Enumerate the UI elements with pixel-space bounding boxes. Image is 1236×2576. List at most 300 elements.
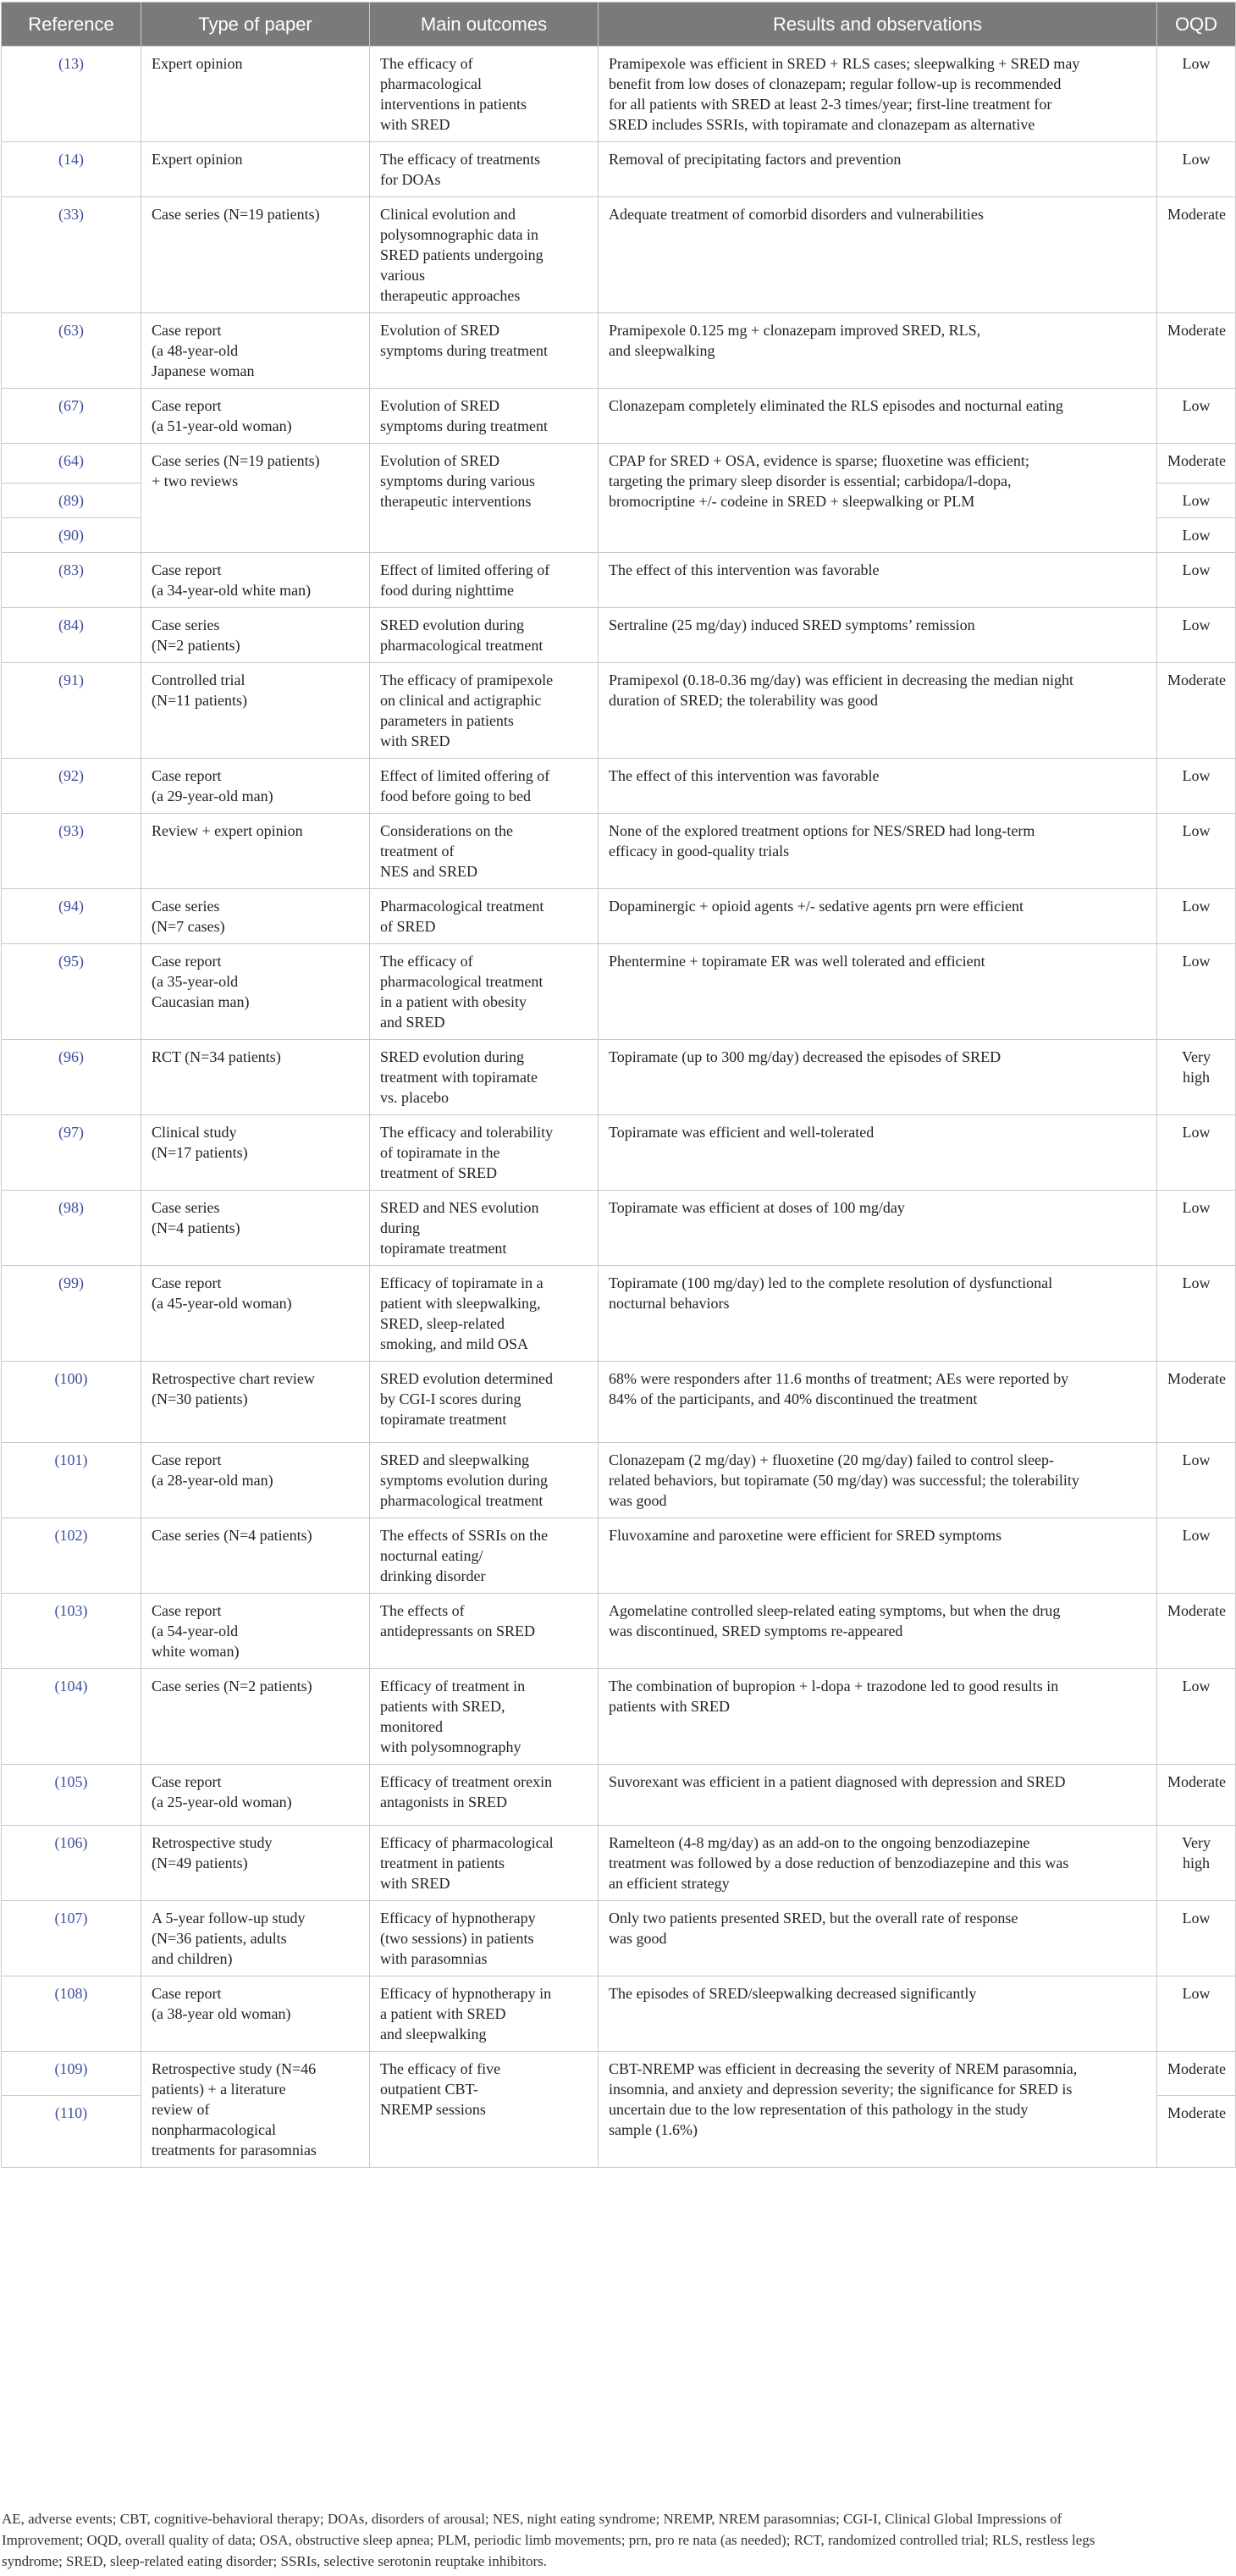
results-cell-line: Pramipexole 0.125 mg + clonazepam improved SRED, RLS, xyxy=(609,322,981,339)
main-outcomes-cell-line: NES and SRED xyxy=(380,863,478,880)
main-outcomes-cell-line: nocturnal eating/ xyxy=(380,1547,483,1564)
main-outcomes-cell-line: and SRED xyxy=(380,1014,445,1031)
main-outcomes-cell-line: on clinical and actigraphic xyxy=(380,692,542,709)
type-of-paper-cell-line: Japanese woman xyxy=(152,362,255,379)
results-cell-line: Topiramate (up to 300 mg/day) decreased the episodes of SRED xyxy=(609,1048,1001,1065)
table-row xyxy=(2,1040,1236,1115)
reference-link[interactable]: (33) xyxy=(2,197,141,313)
results-cell-line: 84% of the participants, and 40% discontinued the treatment xyxy=(609,1390,978,1407)
main-outcomes-cell xyxy=(370,1443,599,1518)
oqd-cell: Moderate xyxy=(1157,2052,1236,2096)
table-row xyxy=(2,2052,1236,2096)
results-cell-line: Dopaminergic + opioid agents +/- sedative agents prn were efficient xyxy=(609,898,1024,915)
oqd-cell: Moderate xyxy=(1157,444,1236,484)
main-outcomes-cell xyxy=(370,1115,599,1191)
main-outcomes-cell-line: Considerations on the xyxy=(380,822,513,839)
main-outcomes-cell xyxy=(370,389,599,444)
results-cell xyxy=(599,889,1157,944)
main-outcomes-cell-line: of topiramate in the xyxy=(380,1144,500,1161)
table-row xyxy=(2,1518,1236,1594)
main-outcomes-cell xyxy=(370,1594,599,1669)
type-of-paper-cell xyxy=(141,608,370,663)
results-cell xyxy=(599,663,1157,759)
reference-link[interactable]: (104) xyxy=(2,1669,141,1765)
type-of-paper-cell xyxy=(141,47,370,142)
results-cell xyxy=(599,142,1157,197)
main-outcomes-cell-line: Pharmacological treatment xyxy=(380,898,544,915)
results-cell-line: Pramipexol (0.18-0.36 mg/day) was efficient in decreasing the median night xyxy=(609,672,1074,688)
main-outcomes-cell-line: SRED patients undergoing xyxy=(380,246,544,263)
reference-link[interactable]: (97) xyxy=(2,1115,141,1191)
type-of-paper-cell-line: Case report xyxy=(152,1773,222,1790)
table-row xyxy=(2,608,1236,663)
oqd-cell-line: Low xyxy=(1182,151,1211,168)
type-of-paper-cell-line: Retrospective study xyxy=(152,1834,273,1851)
type-of-paper-cell-line: patients) + a literature xyxy=(152,2081,286,2098)
results-cell-line: sample (1.6%) xyxy=(609,2121,698,2138)
main-outcomes-cell-line: topiramate treatment xyxy=(380,1411,507,1428)
main-outcomes-cell-line: pharmacological xyxy=(380,75,482,92)
reference-link[interactable]: (96) xyxy=(2,1040,141,1115)
header-results: Results and observations xyxy=(599,3,1157,47)
main-outcomes-cell-line: SRED and NES evolution xyxy=(380,1199,539,1216)
results-cell xyxy=(599,47,1157,142)
results-cell-line: patients with SRED xyxy=(609,1698,730,1715)
results-cell-line: CPAP for SRED + OSA, evidence is sparse; fluoxetine was efficient; xyxy=(609,452,1029,469)
type-of-paper-cell-line: (N=2 patients) xyxy=(152,637,240,654)
table-row xyxy=(2,389,1236,444)
main-outcomes-cell-line: vs. placebo xyxy=(380,1089,449,1106)
type-of-paper-cell-line: (N=49 patients) xyxy=(152,1855,248,1871)
type-of-paper-cell-line: (a 45-year-old woman) xyxy=(152,1295,292,1312)
footnote-line: AE, adverse events; CBT, cognitive-behavioral therapy; DOAs, disorders of arousal; NES, night eating syndrome; NREMP, NREM parasomnias; CGI-I, Clinical Global Impressions of xyxy=(2,2511,1062,2527)
main-outcomes-cell-line: SRED and sleepwalking xyxy=(380,1451,529,1468)
oqd-cell xyxy=(1157,1362,1236,1443)
type-of-paper-cell-line: Case series (N=2 patients) xyxy=(152,1678,312,1694)
main-outcomes-cell xyxy=(370,814,599,889)
main-outcomes-cell-line: treatment in patients xyxy=(380,1855,505,1871)
type-of-paper-cell-line: Case series xyxy=(152,616,220,633)
reference-link[interactable]: (100) xyxy=(2,1362,141,1443)
reference-link[interactable]: (67) xyxy=(2,389,141,444)
main-outcomes-cell-line: The effects of xyxy=(380,1602,465,1619)
main-outcomes-cell-line: The effects of SSRIs on the xyxy=(380,1527,549,1544)
type-of-paper-cell-line: Clinical study xyxy=(152,1124,237,1141)
type-of-paper-cell xyxy=(141,1362,370,1443)
results-cell-line: Topiramate (100 mg/day) led to the complete resolution of dysfunctional xyxy=(609,1274,1053,1291)
reference-link[interactable]: (63) xyxy=(2,313,141,389)
results-cell xyxy=(599,1765,1157,1826)
type-of-paper-cell xyxy=(141,1594,370,1669)
type-of-paper-cell-line: Case report xyxy=(152,767,222,784)
main-outcomes-cell-line: Effect of limited offering of xyxy=(380,767,550,784)
type-of-paper-cell-line: (a 34-year-old white man) xyxy=(152,582,312,599)
results-cell xyxy=(599,1594,1157,1669)
oqd-cell-line: Low xyxy=(1182,1124,1211,1141)
main-outcomes-cell-line: Efficacy of treatment in xyxy=(380,1678,526,1694)
results-cell-line: Only two patients presented SRED, but the overall rate of response xyxy=(609,1910,1018,1926)
type-of-paper-cell-line: + two reviews xyxy=(152,473,239,489)
main-outcomes-cell xyxy=(370,1518,599,1594)
main-outcomes-cell-line: with SRED xyxy=(380,116,450,133)
type-of-paper-cell-line: Case report xyxy=(152,1274,222,1291)
oqd-cell xyxy=(1157,663,1236,759)
main-outcomes-cell-line: treatment of xyxy=(380,843,455,860)
table-row xyxy=(2,889,1236,944)
results-cell-line: The episodes of SRED/sleepwalking decreased significantly xyxy=(609,1985,977,2002)
table-row xyxy=(2,1594,1236,1669)
type-of-paper-cell xyxy=(141,1669,370,1765)
type-of-paper-cell-line: (N=36 patients, adults xyxy=(152,1930,287,1947)
type-of-paper-cell-line: (N=17 patients) xyxy=(152,1144,248,1161)
main-outcomes-cell xyxy=(370,142,599,197)
type-of-paper-cell xyxy=(141,197,370,313)
type-of-paper-cell-line: Controlled trial xyxy=(152,672,246,688)
oqd-cell-line: Low xyxy=(1182,55,1211,72)
type-of-paper-cell-line: (N=7 cases) xyxy=(152,918,225,935)
table-row xyxy=(2,142,1236,197)
table-row xyxy=(2,814,1236,889)
main-outcomes-cell xyxy=(370,1362,599,1443)
main-outcomes-cell xyxy=(370,1976,599,2052)
main-outcomes-cell xyxy=(370,889,599,944)
reference-link[interactable]: (110) xyxy=(2,2095,141,2167)
results-cell xyxy=(599,444,1157,553)
main-outcomes-cell-line: and sleepwalking xyxy=(380,2026,487,2043)
main-outcomes-cell xyxy=(370,1826,599,1901)
reference-link[interactable]: (109) xyxy=(2,2052,141,2096)
main-outcomes-cell-line: smoking, and mild OSA xyxy=(380,1335,529,1352)
main-outcomes-cell xyxy=(370,1901,599,1976)
oqd-cell xyxy=(1157,1901,1236,1976)
reference-link[interactable]: (101) xyxy=(2,1443,141,1518)
reference-link[interactable]: (13) xyxy=(2,47,141,142)
oqd-cell xyxy=(1157,197,1236,313)
reference-link[interactable]: (103) xyxy=(2,1594,141,1669)
type-of-paper-cell xyxy=(141,2052,370,2168)
main-outcomes-cell-line: antidepressants on SRED xyxy=(380,1622,535,1639)
results-cell-line: Sertraline (25 mg/day) induced SRED symptoms’ remission xyxy=(609,616,975,633)
main-outcomes-cell-line: therapeutic interventions xyxy=(380,493,532,510)
oqd-cell-line: Low xyxy=(1182,1199,1211,1216)
type-of-paper-cell xyxy=(141,1191,370,1266)
oqd-cell-line: Moderate xyxy=(1167,1370,1226,1387)
type-of-paper-cell-line: Case report xyxy=(152,953,222,970)
results-cell xyxy=(599,1901,1157,1976)
reference-link[interactable]: (84) xyxy=(2,608,141,663)
oqd-cell-line: Low xyxy=(1182,1985,1211,2002)
oqd-cell xyxy=(1157,814,1236,889)
main-outcomes-cell xyxy=(370,944,599,1040)
oqd-cell-line: Moderate xyxy=(1167,322,1226,339)
type-of-paper-cell-line: RCT (N=34 patients) xyxy=(152,1048,281,1065)
main-outcomes-cell-line: Efficacy of topiramate in a xyxy=(380,1274,544,1291)
main-outcomes-cell-line: polysomnographic data in xyxy=(380,226,538,243)
results-cell-line: Fluvoxamine and paroxetine were efficient for SRED symptoms xyxy=(609,1527,1002,1544)
oqd-cell-line: high xyxy=(1182,1069,1210,1086)
treatment-table xyxy=(1,2,1236,2168)
type-of-paper-cell-line: Case series (N=19 patients) xyxy=(152,206,320,223)
results-cell-line: Ramelteon (4-8 mg/day) as an add-on to the ongoing benzodiazepine xyxy=(609,1834,1030,1851)
type-of-paper-cell-line: and children) xyxy=(152,1950,233,1967)
main-outcomes-cell-line: treatment of SRED xyxy=(380,1164,497,1181)
oqd-cell xyxy=(1157,1594,1236,1669)
reference-link[interactable]: (94) xyxy=(2,889,141,944)
reference-link[interactable]: (99) xyxy=(2,1266,141,1362)
reference-link[interactable]: (91) xyxy=(2,663,141,759)
header-main-outcomes: Main outcomes xyxy=(370,3,599,47)
type-of-paper-cell xyxy=(141,1443,370,1518)
main-outcomes-cell-line: (two sessions) in patients xyxy=(380,1930,534,1947)
main-outcomes-cell xyxy=(370,47,599,142)
results-cell xyxy=(599,2052,1157,2168)
results-cell-line: CBT-NREMP was efficient in decreasing the severity of NREM parasomnia, xyxy=(609,2060,1078,2077)
reference-link[interactable]: (14) xyxy=(2,142,141,197)
reference-link[interactable]: (93) xyxy=(2,814,141,889)
oqd-cell-line: Low xyxy=(1182,1678,1211,1694)
table-row xyxy=(2,1266,1236,1362)
results-cell xyxy=(599,1115,1157,1191)
type-of-paper-cell xyxy=(141,1115,370,1191)
main-outcomes-cell xyxy=(370,1266,599,1362)
table-body xyxy=(2,47,1236,2168)
results-cell xyxy=(599,944,1157,1040)
type-of-paper-cell-line: (N=11 patients) xyxy=(152,692,247,709)
type-of-paper-cell xyxy=(141,814,370,889)
main-outcomes-cell-line: during xyxy=(380,1219,420,1236)
reference-link[interactable]: (105) xyxy=(2,1765,141,1826)
results-cell-line: Topiramate was efficient and well-tolerated xyxy=(609,1124,875,1141)
main-outcomes-cell-line: The efficacy of xyxy=(380,953,473,970)
oqd-cell xyxy=(1157,1826,1236,1901)
results-cell-line: for all patients with SRED at least 2-3 times/year; first-line treatment for xyxy=(609,96,1052,113)
oqd-cell xyxy=(1157,759,1236,814)
type-of-paper-cell xyxy=(141,1976,370,2052)
type-of-paper-cell-line: Retrospective study (N=46 xyxy=(152,2060,317,2077)
oqd-cell-line: Low xyxy=(1182,822,1211,839)
oqd-cell-line: Moderate xyxy=(1167,672,1226,688)
results-cell-line: was discontinued, SRED symptoms re-appeared xyxy=(609,1622,903,1639)
table-row xyxy=(2,1669,1236,1765)
type-of-paper-cell xyxy=(141,1266,370,1362)
main-outcomes-cell-line: of SRED xyxy=(380,918,436,935)
type-of-paper-cell-line: (a 51-year-old woman) xyxy=(152,417,292,434)
results-cell-line: Clonazepam (2 mg/day) + fluoxetine (20 mg/day) failed to control sleep- xyxy=(609,1451,1054,1468)
oqd-cell xyxy=(1157,944,1236,1040)
table-row xyxy=(2,47,1236,142)
main-outcomes-cell-line: food during nighttime xyxy=(380,582,514,599)
oqd-cell: Moderate xyxy=(1157,2095,1236,2167)
oqd-cell xyxy=(1157,553,1236,608)
type-of-paper-cell-line: Case series (N=4 patients) xyxy=(152,1527,312,1544)
oqd-cell xyxy=(1157,889,1236,944)
type-of-paper-cell xyxy=(141,553,370,608)
main-outcomes-cell-line: pharmacological treatment xyxy=(380,1492,544,1509)
reference-link[interactable]: (95) xyxy=(2,944,141,1040)
type-of-paper-cell-line: Caucasian man) xyxy=(152,993,250,1010)
type-of-paper-cell xyxy=(141,1040,370,1115)
results-cell-line: SRED includes SSRIs, with topiramate and clonazepam as alternative xyxy=(609,116,1035,133)
type-of-paper-cell xyxy=(141,1901,370,1976)
oqd-cell xyxy=(1157,1266,1236,1362)
results-cell-line: The combination of bupropion + l-dopa + trazodone led to good results in xyxy=(609,1678,1059,1694)
main-outcomes-cell-line: SRED evolution during xyxy=(380,1048,524,1065)
reference-link[interactable]: (102) xyxy=(2,1518,141,1594)
type-of-paper-cell-line: Expert opinion xyxy=(152,55,243,72)
main-outcomes-cell-line: The efficacy of xyxy=(380,55,473,72)
results-cell-line: was good xyxy=(609,1492,667,1509)
oqd-cell xyxy=(1157,1040,1236,1115)
main-outcomes-cell xyxy=(370,1191,599,1266)
type-of-paper-cell-line: Case series (N=19 patients) xyxy=(152,452,320,469)
type-of-paper-cell xyxy=(141,313,370,389)
oqd-cell-line: Moderate xyxy=(1167,1773,1226,1790)
type-of-paper-cell-line: review of xyxy=(152,2101,210,2118)
main-outcomes-cell xyxy=(370,759,599,814)
reference-link[interactable]: (108) xyxy=(2,1976,141,2052)
oqd-cell-line: Very xyxy=(1182,1048,1211,1065)
table-row xyxy=(2,663,1236,759)
reference-link[interactable]: (89) xyxy=(2,484,141,518)
main-outcomes-cell-line: SRED, sleep-related xyxy=(380,1315,505,1332)
oqd-cell-line: Low xyxy=(1182,1910,1211,1926)
results-cell xyxy=(599,1443,1157,1518)
header-reference: Reference xyxy=(2,3,141,47)
results-cell xyxy=(599,814,1157,889)
main-outcomes-cell-line: treatment with topiramate xyxy=(380,1069,538,1086)
main-outcomes-cell-line: with polysomnography xyxy=(380,1739,521,1755)
main-outcomes-cell-line: patient with sleepwalking, xyxy=(380,1295,541,1312)
oqd-cell-line: Low xyxy=(1182,1451,1211,1468)
results-cell xyxy=(599,1266,1157,1362)
results-cell-line: Removal of precipitating factors and prevention xyxy=(609,151,902,168)
footnote-line: syndrome; SRED, sleep-related eating disorder; SSRIs, selective serotonin reuptake inhibitors. xyxy=(2,2553,547,2569)
oqd-cell-line: high xyxy=(1182,1855,1210,1871)
table-row xyxy=(2,1826,1236,1901)
type-of-paper-cell-line: Case report xyxy=(152,1451,222,1468)
main-outcomes-cell-line: for DOAs xyxy=(380,171,441,188)
results-cell-line: targeting the primary sleep disorder is essential; carbidopa/l-dopa, xyxy=(609,473,1012,489)
table-row xyxy=(2,1443,1236,1518)
reference-link[interactable]: (64) xyxy=(2,444,141,484)
main-outcomes-cell-line: Efficacy of pharmacological xyxy=(380,1834,554,1851)
main-outcomes-cell-line: The efficacy and tolerability xyxy=(380,1124,554,1141)
type-of-paper-cell-line: Review + expert opinion xyxy=(152,822,303,839)
results-cell xyxy=(599,313,1157,389)
results-cell-line: None of the explored treatment options for NES/SRED had long-term xyxy=(609,822,1035,839)
main-outcomes-cell xyxy=(370,313,599,389)
results-cell-line: uncertain due to the low representation of this pathology in the study xyxy=(609,2101,1029,2118)
main-outcomes-cell-line: The efficacy of five xyxy=(380,2060,501,2077)
oqd-cell-line: Low xyxy=(1182,1527,1211,1544)
main-outcomes-cell-line: drinking disorder xyxy=(380,1567,486,1584)
oqd-cell-line: Low xyxy=(1182,767,1211,784)
main-outcomes-cell-line: SRED evolution determined xyxy=(380,1370,553,1387)
table-row xyxy=(2,553,1236,608)
main-outcomes-cell-line: The efficacy of treatments xyxy=(380,151,541,168)
oqd-cell-line: Low xyxy=(1182,953,1211,970)
main-outcomes-cell-line: Evolution of SRED xyxy=(380,452,500,469)
reference-link[interactable]: (83) xyxy=(2,553,141,608)
type-of-paper-cell-line: (a 25-year-old woman) xyxy=(152,1794,292,1810)
table-row xyxy=(2,759,1236,814)
table-row xyxy=(2,1901,1236,1976)
reference-link[interactable]: (98) xyxy=(2,1191,141,1266)
oqd-cell xyxy=(1157,389,1236,444)
main-outcomes-cell-line: Effect of limited offering of xyxy=(380,561,550,578)
main-outcomes-cell-line: NREMP sessions xyxy=(380,2101,486,2118)
type-of-paper-cell-line: Case series xyxy=(152,898,220,915)
oqd-cell: Low xyxy=(1157,484,1236,518)
main-outcomes-cell xyxy=(370,553,599,608)
main-outcomes-cell xyxy=(370,2052,599,2168)
main-outcomes-cell-line: by CGI-I scores during xyxy=(380,1390,521,1407)
results-cell-line: The effect of this intervention was favorable xyxy=(609,561,880,578)
type-of-paper-cell-line: (a 28-year-old man) xyxy=(152,1472,273,1489)
main-outcomes-cell-line: SRED evolution during xyxy=(380,616,524,633)
type-of-paper-cell-line: Retrospective chart review xyxy=(152,1370,315,1387)
main-outcomes-cell-line: Efficacy of hypnotherapy xyxy=(380,1910,536,1926)
oqd-cell-line: Moderate xyxy=(1167,1602,1226,1619)
oqd-cell-line: Low xyxy=(1182,1274,1211,1291)
reference-link[interactable]: (106) xyxy=(2,1826,141,1901)
main-outcomes-cell-line: with SRED xyxy=(380,732,450,749)
reference-link[interactable]: (90) xyxy=(2,518,141,553)
results-cell-line: an efficient strategy xyxy=(609,1875,730,1892)
results-cell-line: efficacy in good-quality trials xyxy=(609,843,790,860)
results-cell-line: was good xyxy=(609,1930,667,1947)
type-of-paper-cell-line: Case series xyxy=(152,1199,220,1216)
table-row xyxy=(2,1191,1236,1266)
oqd-cell: Low xyxy=(1157,518,1236,553)
results-cell-line: Suvorexant was efficient in a patient diagnosed with depression and SRED xyxy=(609,1773,1066,1790)
type-of-paper-cell-line: (a 48-year-old xyxy=(152,342,239,359)
type-of-paper-cell-line: Expert opinion xyxy=(152,151,243,168)
results-cell xyxy=(599,389,1157,444)
table-row xyxy=(2,1115,1236,1191)
results-cell xyxy=(599,1191,1157,1266)
main-outcomes-cell-line: in a patient with obesity xyxy=(380,993,527,1010)
reference-link[interactable]: (107) xyxy=(2,1901,141,1976)
results-cell-line: Topiramate was efficient at doses of 100 mg/day xyxy=(609,1199,905,1216)
type-of-paper-cell xyxy=(141,142,370,197)
main-outcomes-cell-line: Evolution of SRED xyxy=(380,397,500,414)
results-cell-line: Phentermine + topiramate ER was well tolerated and efficient xyxy=(609,953,985,970)
type-of-paper-cell-line: (a 38-year old woman) xyxy=(152,2005,291,2022)
type-of-paper-cell xyxy=(141,1826,370,1901)
oqd-cell-line: Low xyxy=(1182,561,1211,578)
table-row xyxy=(2,944,1236,1040)
results-cell-line: The effect of this intervention was favorable xyxy=(609,767,880,784)
type-of-paper-cell-line: Case report xyxy=(152,1985,222,2002)
type-of-paper-cell xyxy=(141,759,370,814)
results-cell-line: benefit from low doses of clonazepam; regular follow-up is recommended xyxy=(609,75,1062,92)
oqd-cell xyxy=(1157,47,1236,142)
reference-link[interactable]: (92) xyxy=(2,759,141,814)
main-outcomes-cell xyxy=(370,444,599,553)
main-outcomes-cell-line: The efficacy of pramipexole xyxy=(380,672,554,688)
oqd-cell xyxy=(1157,1191,1236,1266)
type-of-paper-cell-line: treatments for parasomnias xyxy=(152,2142,317,2159)
main-outcomes-cell xyxy=(370,1765,599,1826)
type-of-paper-cell-line: Case report xyxy=(152,1602,222,1619)
results-cell-line: treatment was followed by a dose reduction of benzodiazepine and this was xyxy=(609,1855,1069,1871)
type-of-paper-cell-line: (a 35-year-old xyxy=(152,973,239,990)
table-row xyxy=(2,444,1236,484)
main-outcomes-cell xyxy=(370,197,599,313)
results-cell xyxy=(599,197,1157,313)
main-outcomes-cell-line: Efficacy of treatment orexin xyxy=(380,1773,553,1790)
